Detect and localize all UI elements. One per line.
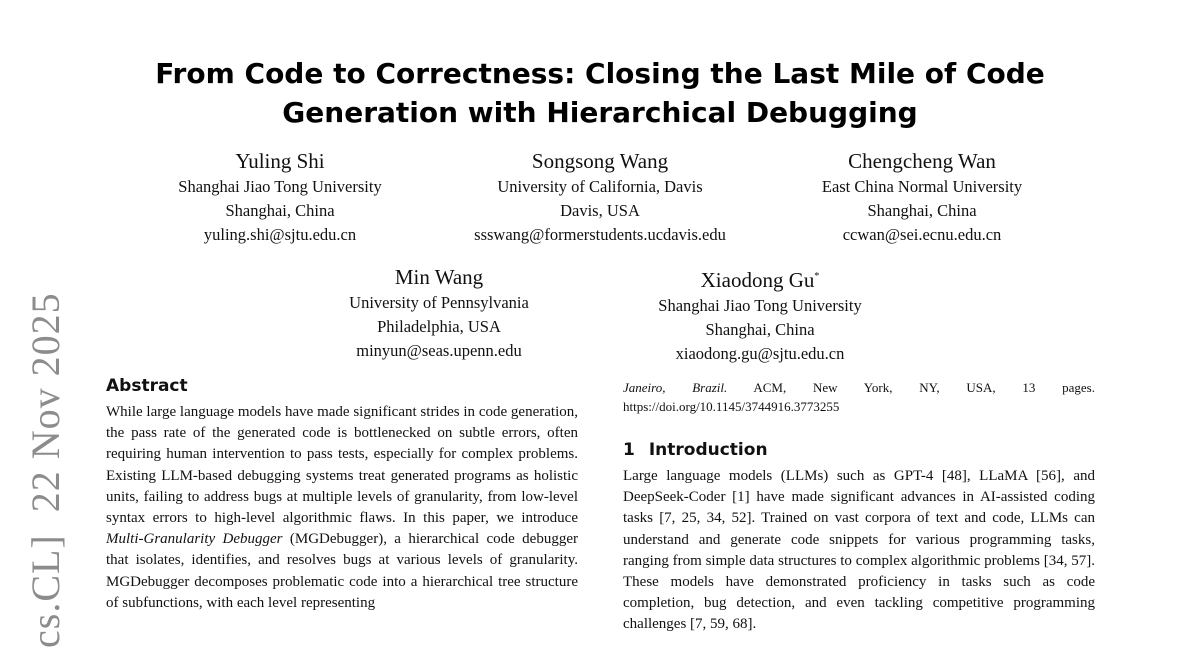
section-title: Introduction xyxy=(648,440,768,460)
author-email: ccwan@sei.ecnu.edu.cn xyxy=(842,225,1002,244)
author-location: Shanghai, China xyxy=(705,320,815,339)
abstract-text-part: While large language models have made significant strides in code generation, the pass rate of the generated code is bottlenecked on subtle errors, often requiring human intervention to pass tests, especially for complex problems. Existing LLM-based debugging systems treat generated programs as holistic units, failing to address bugs at multiple levels of granularity, from low-level syntax errors to high-level algorithmic flaws. In this paper, we introduce xyxy=(106,404,578,527)
acm-reference-format xyxy=(623,378,1095,416)
arxiv-stamp: cs.CL] 22 Nov 2025 xyxy=(23,292,68,648)
author-block xyxy=(274,264,604,363)
author-location: Davis, USA xyxy=(560,201,640,220)
author-name: Min Wang xyxy=(394,265,484,289)
author-affiliation: University of California, Davis xyxy=(497,177,703,196)
author-affiliation: Shanghai Jiao Tong University xyxy=(658,296,862,315)
author-name: Chengcheng Wan xyxy=(848,149,996,173)
section-number: 1 xyxy=(623,440,635,460)
author-block xyxy=(595,264,925,366)
author-name: Songsong Wang xyxy=(531,149,669,173)
corresponding-author-mark: * xyxy=(814,271,820,282)
abstract-text xyxy=(106,402,578,614)
author-affiliation: East China Normal University xyxy=(821,177,1023,196)
left-column xyxy=(106,374,578,614)
introduction-text: Large language models (LLMs) such as GPT-4 [48], LLaMA [56], and DeepSeek-Coder [1] have made significant advances in AI-assisted coding tasks [7, 25, 34, 52]. Trained on vast corpora of text and code, LLMs can understand and generate code snippets for various programming tasks, ranging from simple data structures to complex algorithmic problems [34, 57]. These models have demonstrated proficiency in tasks such as code completion, bug detection, and even tackling competitive programming challenges [7, 59, 68]. xyxy=(623,468,1095,633)
author-block xyxy=(115,148,445,247)
author-name xyxy=(595,264,925,293)
author-email: xiaodong.gu@sjtu.edu.cn xyxy=(675,344,845,363)
author-location: Shanghai, China xyxy=(225,201,335,220)
reference-details: ACM, New York, NY, USA, 13 pages. https://doi.org/10.1145/3744916.3773255 xyxy=(623,380,1095,414)
abstract-text-part: (MGDebugger), a hierarchical code debugger that isolates, identifies, and resolves bugs at various levels of granularity. MGDebugger decomposes problematic code into a hierarchical tree structure of subfunctions, with each level representing xyxy=(106,531,578,611)
introduction-heading xyxy=(623,438,1095,462)
author-block xyxy=(435,148,765,247)
author-name: Yuling Shi xyxy=(235,149,325,173)
author-email: yuling.shi@sjtu.edu.cn xyxy=(203,225,357,244)
author-affiliation: Shanghai Jiao Tong University xyxy=(178,177,382,196)
author-affiliation: University of Pennsylvania xyxy=(349,293,529,312)
author-email: ssswang@formerstudents.ucdavis.edu xyxy=(474,225,726,244)
author-block xyxy=(757,148,1087,247)
paper-title: From Code to Correctness: Closing the Last Mile of Code Generation with Hierarchical Debugging xyxy=(155,57,1045,129)
right-column xyxy=(623,378,1095,636)
author-location: Shanghai, China xyxy=(867,201,977,220)
abstract-heading: Abstract xyxy=(106,376,188,396)
reference-venue: Janeiro, Brazil. xyxy=(623,380,728,395)
abstract-method-name: Multi-Granularity Debugger xyxy=(106,531,283,548)
author-email: minyun@seas.upenn.edu xyxy=(356,341,522,360)
author-location: Philadelphia, USA xyxy=(377,317,501,336)
author-name-text: Xiaodong Gu xyxy=(700,268,815,292)
